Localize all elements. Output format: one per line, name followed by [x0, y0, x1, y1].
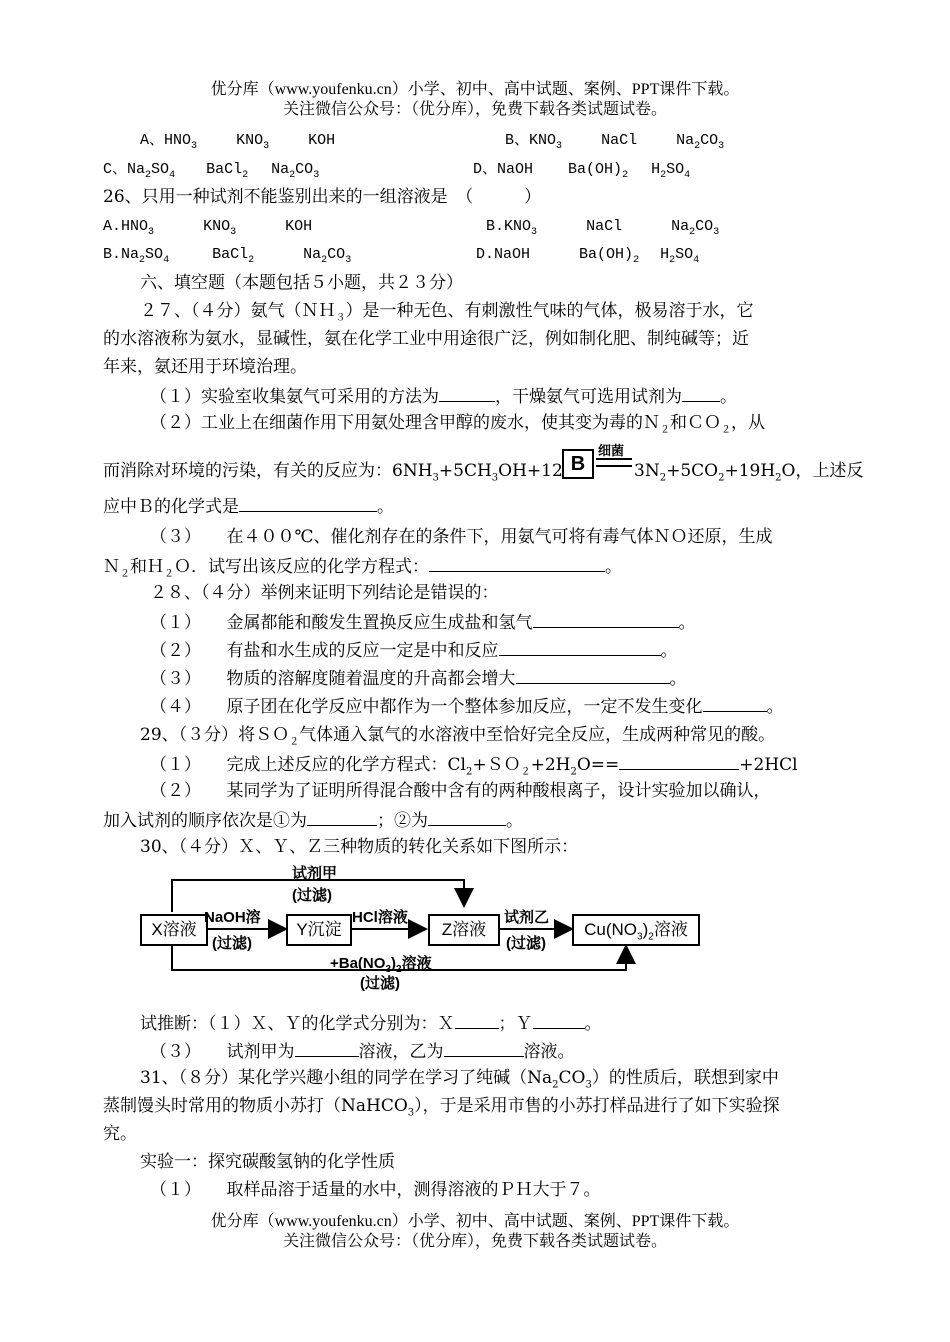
q30-blank-x[interactable]	[455, 1012, 499, 1029]
footer-line-1: 优分库（www.youfenku.cn）小学、初中、高中试题、案例、PPT课件下载。	[210, 1213, 740, 1230]
q28-stem: ２８、（４分）举例来证明下列结论是错误的：	[150, 583, 499, 603]
naoh-label: NaOH溶	[204, 909, 261, 926]
bottom-filter-label: (过滤)	[360, 975, 400, 992]
section-6-title: 六、填空题（本题包括５小题，共２３分）	[140, 273, 463, 293]
q29-part-1: （１） 完成上述反应的化学方程式：$Cl_2+SO_2+2H_2O== +2HCl$	[150, 755, 798, 778]
q26-option-b: $B.KNO_3$ NaCl $Na_2CO_3$	[486, 218, 720, 238]
q27-blank-3[interactable]	[429, 555, 605, 572]
q25-option-c: C、$Na_2SO_4$ BaCl$_2$ $Na_2CO_3$	[103, 161, 320, 181]
header-line-1: 优分库（www.youfenku.cn）小学、初中、高中试题、案例、PPT课件下载。	[210, 81, 740, 98]
q30-blank-yi[interactable]	[444, 1040, 524, 1057]
top-filter-label: (过滤)	[292, 887, 332, 904]
q29-blank-1[interactable]	[619, 753, 739, 770]
bacteria-label: 细菌	[598, 443, 625, 458]
q27-line-3: 年来，氨还用于环境治理。	[103, 357, 307, 377]
q29-stem: 29、（３分）将ＳＯ$_2$气体通入氯气的水溶液中至恰好完全反应，生成两种常见的酸。	[140, 725, 776, 748]
q27-line-2: 的水溶液称为氨水，显碱性，氨在化学工业中用途很广泛，例如制化肥、制纯碱等；近	[103, 329, 749, 349]
q31-part-1: （１） 取样品溶于适量的水中，测得溶液的ＰＨ大于７。	[150, 1180, 601, 1200]
q28-blank-2[interactable]	[499, 639, 661, 656]
reaction-b-box: B	[562, 449, 594, 479]
q27-blank-2[interactable]	[682, 385, 720, 402]
q28-blank-3[interactable]	[516, 667, 670, 684]
hcl-label: HCl溶液	[352, 909, 408, 926]
q30-blank-jia[interactable]	[295, 1040, 359, 1057]
q28-item-4: （４） 原子团在化学反应中都作为一个整体参加反应，一定不发生变化 。	[150, 697, 784, 717]
q26-option-d: D.NaOH $Ba(OH)_2$ $H_2SO_4$	[476, 246, 700, 266]
q28-blank-4[interactable]	[703, 695, 767, 712]
q27-reaction-products: $3N_2+5CO_2+19H_2O$，上述反	[634, 461, 864, 484]
q27-part-3: （３） 在４００℃、催化剂存在的条件下，用氨气可将有毒气体ＮＯ还原，生成	[150, 527, 773, 547]
q27-part-1: （１）实验室收集氨气可采用的方法为 ，干燥氨气可选用试剂为 。	[150, 387, 737, 407]
q26-option-c: $B.Na_2SO_4$ BaCl$_2$ $Na_2CO_3$	[103, 246, 352, 266]
q27-blank-b[interactable]	[239, 495, 377, 512]
reagent-yi-label: 试剂乙	[504, 909, 550, 926]
q28-item-1: （１） 金属都能和酸发生置换反应生成盐和氢气 。	[150, 613, 696, 633]
q31-line-1: 31、（８分）某化学兴趣小组的同学在学习了纯碱$(Na_2CO_3)$的性质后，联想到家中	[140, 1068, 779, 1091]
reaction-equals-sign	[596, 458, 632, 467]
q28-blank-1[interactable]	[533, 611, 679, 628]
y-precipitate-box: Y沉淀	[286, 914, 352, 946]
q25-option-d: D、NaOH $Ba(OH)_2$ $H_2SO_4$	[473, 161, 691, 181]
q29-blank-3[interactable]	[428, 809, 506, 826]
ba-nitrate-label: $+Ba(NO_3)_2$溶液	[330, 955, 432, 975]
q27-blank-1[interactable]	[439, 385, 495, 402]
q27-part-3b: Ｎ$_2$和Ｈ$_2$Ｏ．试写出该反应的化学方程式： 。	[103, 557, 622, 580]
q29-part-2: （２） 某同学为了证明所得混合酸中含有的两种酸根离子，设计实验加以确认，	[150, 781, 771, 801]
filter-2-label: (过滤)	[506, 935, 546, 952]
q26-option-a: $A.HNO_3$ $KNO_3$ KOH	[103, 218, 313, 238]
header-line-2: 关注微信公众号：（优分库），免费下载各类试题试卷。	[282, 101, 667, 118]
q27-part-2b: 应中Ｂ的化学式是 。	[103, 497, 394, 517]
q26-stem: 26、只用一种试剂不能鉴别出来的一组溶液是 （ ）	[103, 187, 542, 207]
filter-1-label: (过滤)	[212, 935, 252, 952]
q30-part-1: 试推断：（１）Ｘ、Ｙ的化学式分别为：Ｘ ；Ｙ 。	[140, 1014, 602, 1034]
q29-part-2b: 加入试剂的顺序依次是①为 ；②为 。	[103, 811, 523, 831]
q28-item-3: （３） 物质的溶解度随着温度的升高都会增大 。	[150, 669, 687, 689]
q31-line-3: 究。	[103, 1124, 137, 1144]
q27-line-1: ２７、（４分）氨气（ＮＨ$_3$）是一种无色、有刺激性气味的气体，极易溶于水，它	[140, 301, 754, 324]
q27-part-2: （２）工业上在细菌作用下用氨处理含甲醇的废水，使其变为毒的Ｎ$_2$和ＣＯ$_2$，从	[150, 413, 765, 436]
q28-item-2: （２） 有盐和水生成的反应一定是中和反应 。	[150, 641, 678, 661]
z-solution-box: Z溶液	[428, 914, 500, 946]
q27-reaction-lead: 而消除对环境的污染，有关的反应为：$6NH_3+5CH_3OH+12$	[103, 461, 563, 484]
q30-blank-y[interactable]	[533, 1012, 585, 1029]
x-solution-box: X溶液	[140, 914, 208, 946]
reagent-jia-label: 试剂甲	[292, 865, 338, 882]
q31-line-2: 蒸制馒头时常用的物质小苏打（NaHCO$_3$），于是采用市售的小苏打样品进行了如下实验探	[103, 1096, 780, 1119]
q30-part-3: （３） 试剂甲为 溶液，乙为 溶液。	[150, 1042, 575, 1062]
q25-option-a: A、$HNO_3$ $KNO_3$ KOH	[140, 132, 336, 152]
cu-nitrate-box: $Cu(NO_3)_2$溶液	[572, 914, 700, 946]
q31-experiment-1: 实验一：探究碳酸氢钠的化学性质	[140, 1152, 395, 1172]
q29-blank-2[interactable]	[307, 809, 377, 826]
q25-option-b: B、$KNO_3$ NaCl $Na_2CO_3$	[505, 132, 725, 152]
footer-line-2: 关注微信公众号：（优分库），免费下载各类试题试卷。	[282, 1233, 667, 1250]
q30-stem: 30、（４分）Ｘ、Ｙ、Ｚ三种物质的转化关系如下图所示：	[140, 837, 579, 857]
